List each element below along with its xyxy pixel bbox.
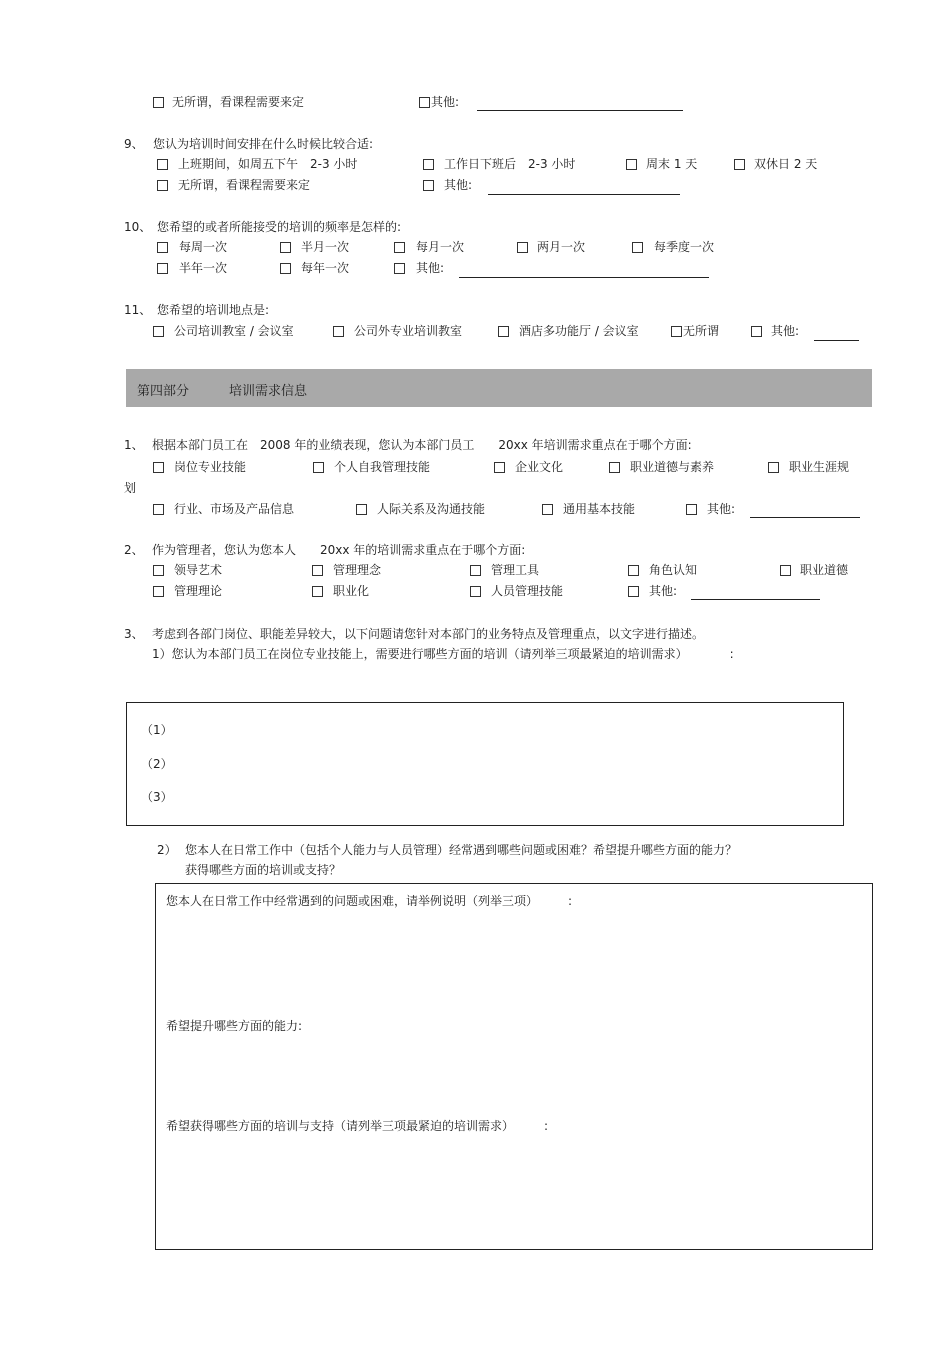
other-input-line[interactable] — [814, 340, 859, 341]
option-label: 行业、市场及产品信息 — [174, 502, 295, 516]
question-text: 根据本部门员工在 2008 年的业绩表现，您认为本部门员工 20xx 年培训需求重点在于哪个方面: — [152, 438, 692, 452]
box-label-support: 希望获得哪些方面的培训与支持（请列举三项最紧迫的培训需求） : — [166, 1119, 549, 1133]
checkbox-option[interactable] — [470, 586, 481, 597]
checkbox-option[interactable] — [280, 242, 291, 253]
checkbox-option[interactable] — [157, 242, 168, 253]
option-label: 职业道德与素养 — [630, 460, 715, 474]
sub-question-2-number: 2） — [157, 843, 177, 857]
option-label: 每周一次 — [179, 240, 228, 254]
other-input-line[interactable] — [459, 277, 709, 278]
checkbox-option[interactable] — [498, 326, 509, 337]
question-number: 10、 — [124, 220, 152, 234]
checkbox-option[interactable] — [423, 180, 434, 191]
question-number: 1、 — [124, 438, 144, 452]
option-label: 企业文化 — [515, 460, 564, 474]
sub-question-2-line2: 获得哪些方面的培训或支持？ — [185, 863, 342, 877]
option-label: 人员管理技能 — [491, 584, 564, 598]
checkbox-option[interactable] — [157, 180, 168, 191]
checkbox-option[interactable] — [153, 504, 164, 515]
question-number: 2、 — [124, 543, 144, 557]
checkbox-option[interactable] — [153, 586, 164, 597]
option-label: 半年一次 — [179, 261, 228, 275]
checkbox-option[interactable] — [626, 159, 637, 170]
box-label-problems: 您本人在日常工作中经常遇到的问题或困难，请举例说明（列举三项） : — [166, 894, 573, 908]
option-label: 双休日 2 天 — [754, 157, 818, 171]
option-label: 每月一次 — [416, 240, 465, 254]
option-label: 无所谓 — [683, 324, 720, 338]
checkbox-option[interactable] — [153, 462, 164, 473]
answer-item-3: （3） — [141, 790, 173, 804]
checkbox-option[interactable] — [394, 242, 405, 253]
checkbox-option[interactable] — [632, 242, 643, 253]
option-label: 其他: — [707, 502, 736, 516]
section-part: 第四部分 — [137, 384, 190, 399]
option-label: 职业道德 — [800, 563, 849, 577]
checkbox-option[interactable] — [356, 504, 367, 515]
checkbox-option[interactable] — [768, 462, 779, 473]
checkbox-option[interactable] — [751, 326, 762, 337]
option-label: 职业生涯规 — [789, 460, 850, 474]
checkbox-option[interactable] — [312, 565, 323, 576]
option-label: 其他: — [416, 261, 445, 275]
option-label: 个人自我管理技能 — [334, 460, 431, 474]
option-label: 职业化 — [333, 584, 370, 598]
option-label: 领导艺术 — [174, 563, 223, 577]
question-text: 您希望的培训地点是: — [157, 303, 270, 317]
option-label: 两月一次 — [537, 240, 586, 254]
option-label: 上班期间，如周五下午 2-3 小时 — [178, 157, 358, 171]
checkbox-option[interactable] — [628, 565, 639, 576]
question-text: 考虑到各部门岗位、职能差异较大，以下问题请您针对本部门的业务特点及管理重点，以文字进行描述。 — [152, 627, 705, 641]
other-input-line[interactable] — [477, 110, 683, 111]
other-input-line[interactable] — [691, 599, 820, 600]
option-label: 无所谓，看课程需要来定 — [172, 95, 305, 109]
checkbox-option[interactable] — [470, 565, 481, 576]
question-text: 您希望的或者所能接受的培训的频率是怎样的: — [157, 220, 402, 234]
checkbox-option[interactable] — [686, 504, 697, 515]
option-label: 酒店多功能厅 / 会议室 — [519, 324, 639, 338]
checkbox-indifferent-top[interactable] — [153, 97, 164, 108]
option-label: 无所谓，看课程需要来定 — [178, 178, 311, 192]
option-label: 岗位专业技能 — [174, 460, 247, 474]
option-label: 管理理念 — [333, 563, 382, 577]
checkbox-option[interactable] — [280, 263, 291, 274]
checkbox-option[interactable] — [153, 326, 164, 337]
option-label: 其他: — [649, 584, 678, 598]
checkbox-option[interactable] — [494, 462, 505, 473]
option-label: 半月一次 — [301, 240, 350, 254]
other-input-line[interactable] — [488, 194, 680, 195]
checkbox-option[interactable] — [542, 504, 553, 515]
checkbox-option[interactable] — [157, 159, 168, 170]
option-label: 人际关系及沟通技能 — [377, 502, 486, 516]
checkbox-option[interactable] — [517, 242, 528, 253]
checkbox-option[interactable] — [333, 326, 344, 337]
option-label: 其他: — [431, 95, 460, 109]
answer-item-2: （2） — [141, 757, 173, 771]
question-number: 3、 — [124, 627, 144, 641]
option-label: 周末 1 天 — [646, 157, 698, 171]
option-label: 公司培训教室 / 会议室 — [174, 324, 294, 338]
question-text: 作为管理者，您认为您本人 20xx 年的培训需求重点在于哪个方面: — [152, 543, 526, 557]
checkbox-option[interactable] — [609, 462, 620, 473]
checkbox-other-top[interactable] — [419, 97, 430, 108]
question-number: 9、 — [124, 137, 144, 151]
option-label: 角色认知 — [649, 563, 698, 577]
question-text: 您认为培训时间安排在什么时候比较合适: — [153, 137, 374, 151]
option-label: 公司外专业培训教室 — [354, 324, 463, 338]
checkbox-option[interactable] — [734, 159, 745, 170]
option-label: 通用基本技能 — [563, 502, 636, 516]
option-label-wrap: 划 — [124, 481, 137, 495]
checkbox-option[interactable] — [628, 586, 639, 597]
checkbox-option[interactable] — [153, 565, 164, 576]
option-label: 管理工具 — [491, 563, 540, 577]
option-label: 每季度一次 — [654, 240, 715, 254]
checkbox-option[interactable] — [671, 326, 682, 337]
option-label: 每年一次 — [301, 261, 350, 275]
sub-question-2-line1: 您本人在日常工作中（包括个人能力与人员管理）经常遇到哪些问题或困难？希望提升哪些方面的能力？ — [185, 843, 738, 857]
option-label: 工作日下班后 2-3 小时 — [444, 157, 576, 171]
checkbox-option[interactable] — [394, 263, 405, 274]
answer-item-1: （1） — [141, 723, 173, 737]
box-label-abilities: 希望提升哪些方面的能力: — [166, 1019, 303, 1033]
other-input-line[interactable] — [750, 517, 860, 518]
option-label: 其他: — [444, 178, 473, 192]
answer-box-1[interactable] — [126, 702, 844, 826]
option-label: 其他: — [771, 324, 800, 338]
question-number: 11、 — [124, 303, 152, 317]
sub-question-1: 1）您认为本部门员工在岗位专业技能上，需要进行哪些方面的培训（请列举三项最紧迫的培训需求） : — [152, 647, 734, 661]
checkbox-option[interactable] — [313, 462, 324, 473]
checkbox-option[interactable] — [780, 565, 791, 576]
section-header — [126, 369, 872, 407]
checkbox-option[interactable] — [157, 263, 168, 274]
answer-box-2[interactable] — [155, 883, 873, 1250]
section-title: 培训需求信息 — [229, 384, 308, 399]
checkbox-option[interactable] — [312, 586, 323, 597]
checkbox-option[interactable] — [423, 159, 434, 170]
option-label: 管理理论 — [174, 584, 223, 598]
